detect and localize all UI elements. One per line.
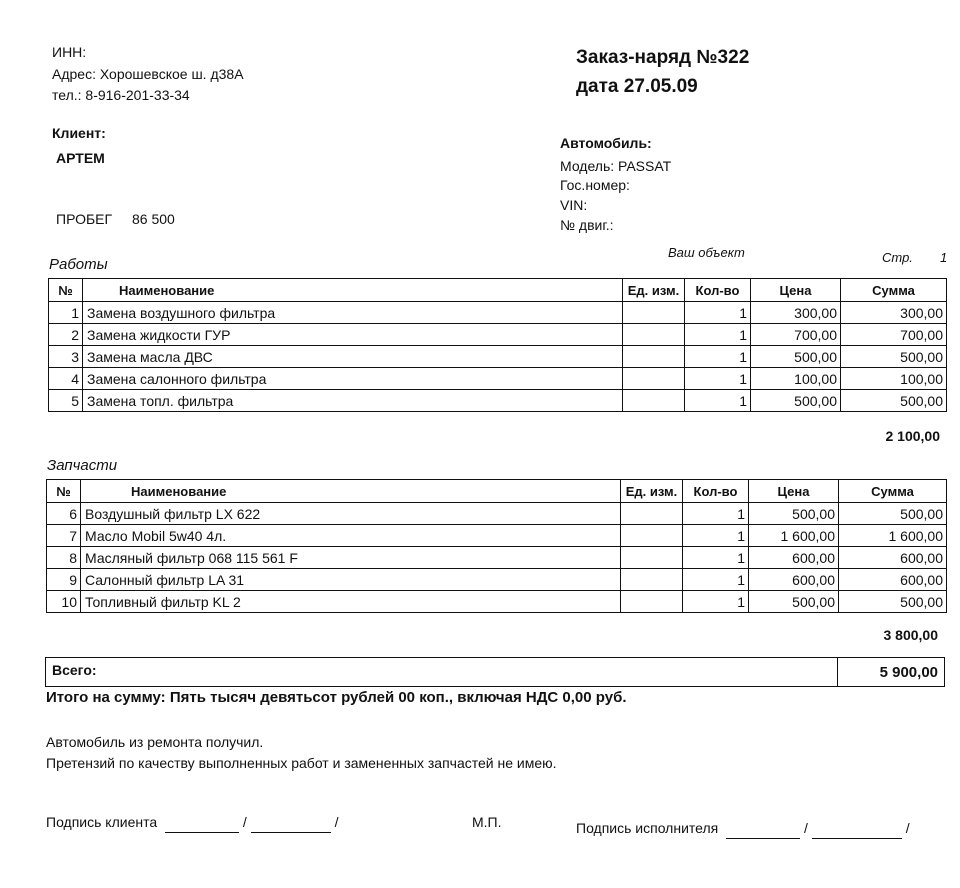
- row-sum: 500,00: [841, 390, 947, 412]
- signature-slash: /: [804, 820, 808, 836]
- order-date: дата 27.05.09: [576, 76, 698, 97]
- row-name: Замена топл. фильтра: [83, 390, 623, 412]
- no-claims-statement: Претензий по качеству выполненных работ и замененных запчастей не имею.: [46, 755, 557, 771]
- received-statement: Автомобиль из ремонта получил.: [46, 734, 264, 750]
- signature-slash: /: [242, 814, 247, 830]
- row-price: 600,00: [749, 547, 839, 569]
- row-number: 5: [49, 390, 83, 412]
- car-plate: Гос.номер:: [560, 177, 630, 193]
- works-header-row: [49, 279, 947, 302]
- row-unit: [621, 503, 683, 525]
- parts-section-label: Запчасти: [47, 457, 118, 474]
- col-num: №: [49, 279, 83, 302]
- row-number: 3: [49, 346, 83, 368]
- table-row: [47, 547, 947, 569]
- row-number: 10: [47, 591, 81, 613]
- row-name: Замена салонного фильтра: [83, 368, 623, 390]
- row-name: Замена масла ДВС: [83, 346, 623, 368]
- row-unit: [623, 368, 685, 390]
- client-name: АРТЕМ: [56, 150, 105, 166]
- executor-name-line: [812, 824, 902, 839]
- grand-total-label: Всего:: [52, 662, 97, 678]
- row-sum: 600,00: [839, 547, 947, 569]
- car-model: Модель: PASSAT: [560, 158, 672, 174]
- row-sum: 100,00: [841, 368, 947, 390]
- col-unit: Ед. изм.: [623, 279, 685, 302]
- row-price: 700,00: [751, 324, 841, 346]
- object-label: Ваш объект: [668, 245, 745, 260]
- row-number: 9: [47, 569, 81, 591]
- col-qty: Кол-во: [683, 480, 749, 503]
- table-row: [49, 346, 947, 368]
- inn-label: ИНН:: [52, 44, 87, 60]
- row-qty: 1: [683, 591, 749, 613]
- row-qty: 1: [683, 503, 749, 525]
- row-unit: [623, 390, 685, 412]
- works-subtotal: 2 100,00: [885, 428, 940, 444]
- mileage-label: ПРОБЕГ: [56, 211, 113, 227]
- client-signature-label: Подпись клиента: [46, 814, 158, 830]
- row-price: 500,00: [751, 346, 841, 368]
- table-row: [47, 591, 947, 613]
- row-price: 100,00: [751, 368, 841, 390]
- table-row: [47, 569, 947, 591]
- car-engine: № двиг.:: [560, 217, 614, 233]
- table-row: [49, 324, 947, 346]
- car-label: Автомобиль:: [560, 135, 652, 151]
- row-price: 500,00: [749, 591, 839, 613]
- works-table: [48, 278, 947, 412]
- row-sum: 500,00: [839, 591, 947, 613]
- order-title: Заказ-наряд №322: [576, 47, 750, 68]
- col-num: №: [47, 480, 81, 503]
- signature-slash: /: [334, 814, 339, 830]
- parts-header-row: [47, 480, 947, 503]
- executor-signature-line: [726, 824, 800, 839]
- row-qty: 1: [683, 569, 749, 591]
- executor-signature-label: Подпись исполнителя: [576, 820, 719, 836]
- address-line: Адрес: Хорошевское ш. д38А: [52, 66, 244, 82]
- row-unit: [621, 569, 683, 591]
- signature-slash: /: [905, 820, 910, 836]
- client-name-line: [251, 818, 331, 833]
- row-price: 500,00: [751, 390, 841, 412]
- row-number: 6: [47, 503, 81, 525]
- row-sum: 500,00: [839, 503, 947, 525]
- row-sum: 300,00: [841, 302, 947, 324]
- col-sum: Сумма: [839, 480, 947, 503]
- table-row: [49, 302, 947, 324]
- row-unit: [623, 346, 685, 368]
- row-name: Салонный фильтр LA 31: [81, 569, 621, 591]
- row-number: 4: [49, 368, 83, 390]
- row-name: Воздушный фильтр LX 622: [81, 503, 621, 525]
- col-sum: Сумма: [841, 279, 947, 302]
- client-label: Клиент:: [52, 125, 106, 141]
- row-qty: 1: [685, 390, 751, 412]
- row-price: 300,00: [751, 302, 841, 324]
- col-unit: Ед. изм.: [621, 480, 683, 503]
- row-sum: 600,00: [839, 569, 947, 591]
- row-name: Масляный фильтр 068 115 561 F: [81, 547, 621, 569]
- row-unit: [621, 525, 683, 547]
- client-signature: [46, 812, 338, 833]
- stamp-label: М.П.: [472, 814, 502, 830]
- table-row: [47, 525, 947, 547]
- table-row: [47, 503, 947, 525]
- works-section-label: Работы: [49, 256, 108, 273]
- row-name: Масло Mobil 5w40 4л.: [81, 525, 621, 547]
- row-unit: [621, 591, 683, 613]
- executor-signature: [576, 818, 910, 839]
- col-name: Наименование: [81, 480, 621, 503]
- grand-total-box: [45, 657, 945, 687]
- row-qty: 1: [683, 547, 749, 569]
- table-row: [49, 368, 947, 390]
- row-number: 1: [49, 302, 83, 324]
- row-name: Топливный фильтр KL 2: [81, 591, 621, 613]
- client-signature-line: [165, 818, 239, 833]
- col-name: Наименование: [83, 279, 623, 302]
- page-label: Стр.: [882, 250, 913, 265]
- total-in-words: Итого на сумму: Пять тысяч девятьсот рублей 00 коп., включая НДС 0,00 руб.: [46, 689, 627, 706]
- col-price: Цена: [749, 480, 839, 503]
- col-price: Цена: [751, 279, 841, 302]
- row-number: 7: [47, 525, 81, 547]
- row-price: 600,00: [749, 569, 839, 591]
- table-row: [49, 390, 947, 412]
- row-number: 2: [49, 324, 83, 346]
- row-qty: 1: [685, 302, 751, 324]
- mileage-value: 86 500: [132, 211, 175, 227]
- phone-line: тел.: 8-916-201-33-34: [52, 87, 190, 103]
- row-qty: 1: [685, 368, 751, 390]
- row-qty: 1: [685, 324, 751, 346]
- row-sum: 1 600,00: [839, 525, 947, 547]
- row-qty: 1: [683, 525, 749, 547]
- row-sum: 700,00: [841, 324, 947, 346]
- row-unit: [623, 302, 685, 324]
- row-price: 500,00: [749, 503, 839, 525]
- page-number: 1: [940, 250, 948, 265]
- col-qty: Кол-во: [685, 279, 751, 302]
- row-sum: 500,00: [841, 346, 947, 368]
- total-divider: [837, 658, 838, 686]
- grand-total-value: 5 900,00: [879, 664, 938, 681]
- row-price: 1 600,00: [749, 525, 839, 547]
- parts-subtotal: 3 800,00: [883, 627, 938, 643]
- parts-table: [46, 479, 947, 613]
- row-unit: [621, 547, 683, 569]
- row-name: Замена жидкости ГУР: [83, 324, 623, 346]
- car-vin: VIN:: [560, 197, 588, 213]
- row-qty: 1: [685, 346, 751, 368]
- row-number: 8: [47, 547, 81, 569]
- row-name: Замена воздушного фильтра: [83, 302, 623, 324]
- row-unit: [623, 324, 685, 346]
